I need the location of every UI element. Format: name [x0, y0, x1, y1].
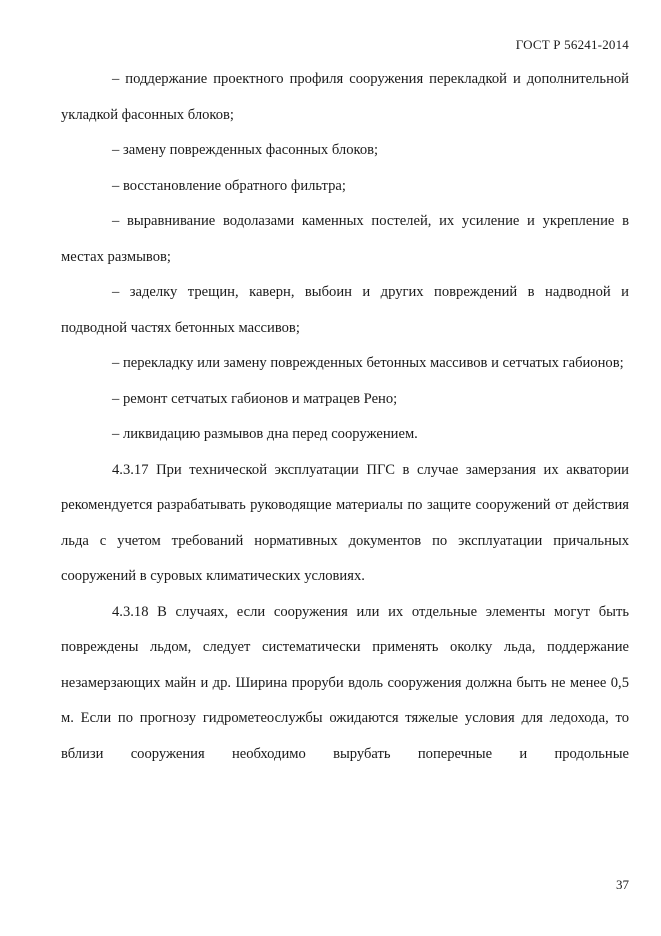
list-item-profile-maintenance: – поддержание проектного профиля сооружения перекладкой и дополнительной укладкой фасонных блоков; [61, 71, 629, 123]
list-item-bed-leveling: – выравнивание водолазами каменных постелей, их усиление и укрепление в местах размывов; [61, 213, 629, 265]
document-header: ГОСТ Р 56241-2014 [515, 37, 629, 52]
list-item-filter-restoration: – восстановление обратного фильтра; [112, 177, 346, 194]
page-number: 37 [616, 877, 629, 892]
list-item-scour-elimination: – ликвидацию размывов дна перед сооружением. [112, 426, 418, 442]
clause-4-3-18: 4.3.18 В случаях, если сооружения или их отдельные элементы могут быть повреждены льдом, следует систематически применять околку льда, поддержание незамерзающих майн и др. Ширина проруби вдоль сооружения должна быть не менее 0,5 м. Если по прогнозу гидрометеослужбы ожидаются тяжелые условия для ледохода, то вблизи сооружения необходимо вырубать поперечные и продольные [61, 603, 629, 762]
list-item-massif-replacement: – перекладку или замену поврежденных бетонных массивов и сетчатых габионов; [112, 355, 624, 371]
list-item-gabion-repair: – ремонт сетчатых габионов и матрацев Рено; [112, 390, 398, 407]
clause-4-3-17: 4.3.17 При технической эксплуатации ПГС в случае замерзания их акватории рекомендуется разрабатывать руководящие материалы по защите сооружений от действия льда с учетом требований нормативных документов по эксплуатации причальных сооружений в суровых климатических условиях. [61, 461, 629, 584]
list-item-block-replacement: – замену поврежденных фасонных блоков; [112, 142, 379, 158]
list-item-crack-repair: – заделку трещин, каверн, выбоин и других повреждений в надводной и подводной частях бетонных массивов; [61, 284, 629, 336]
document-body [61, 62, 629, 772]
